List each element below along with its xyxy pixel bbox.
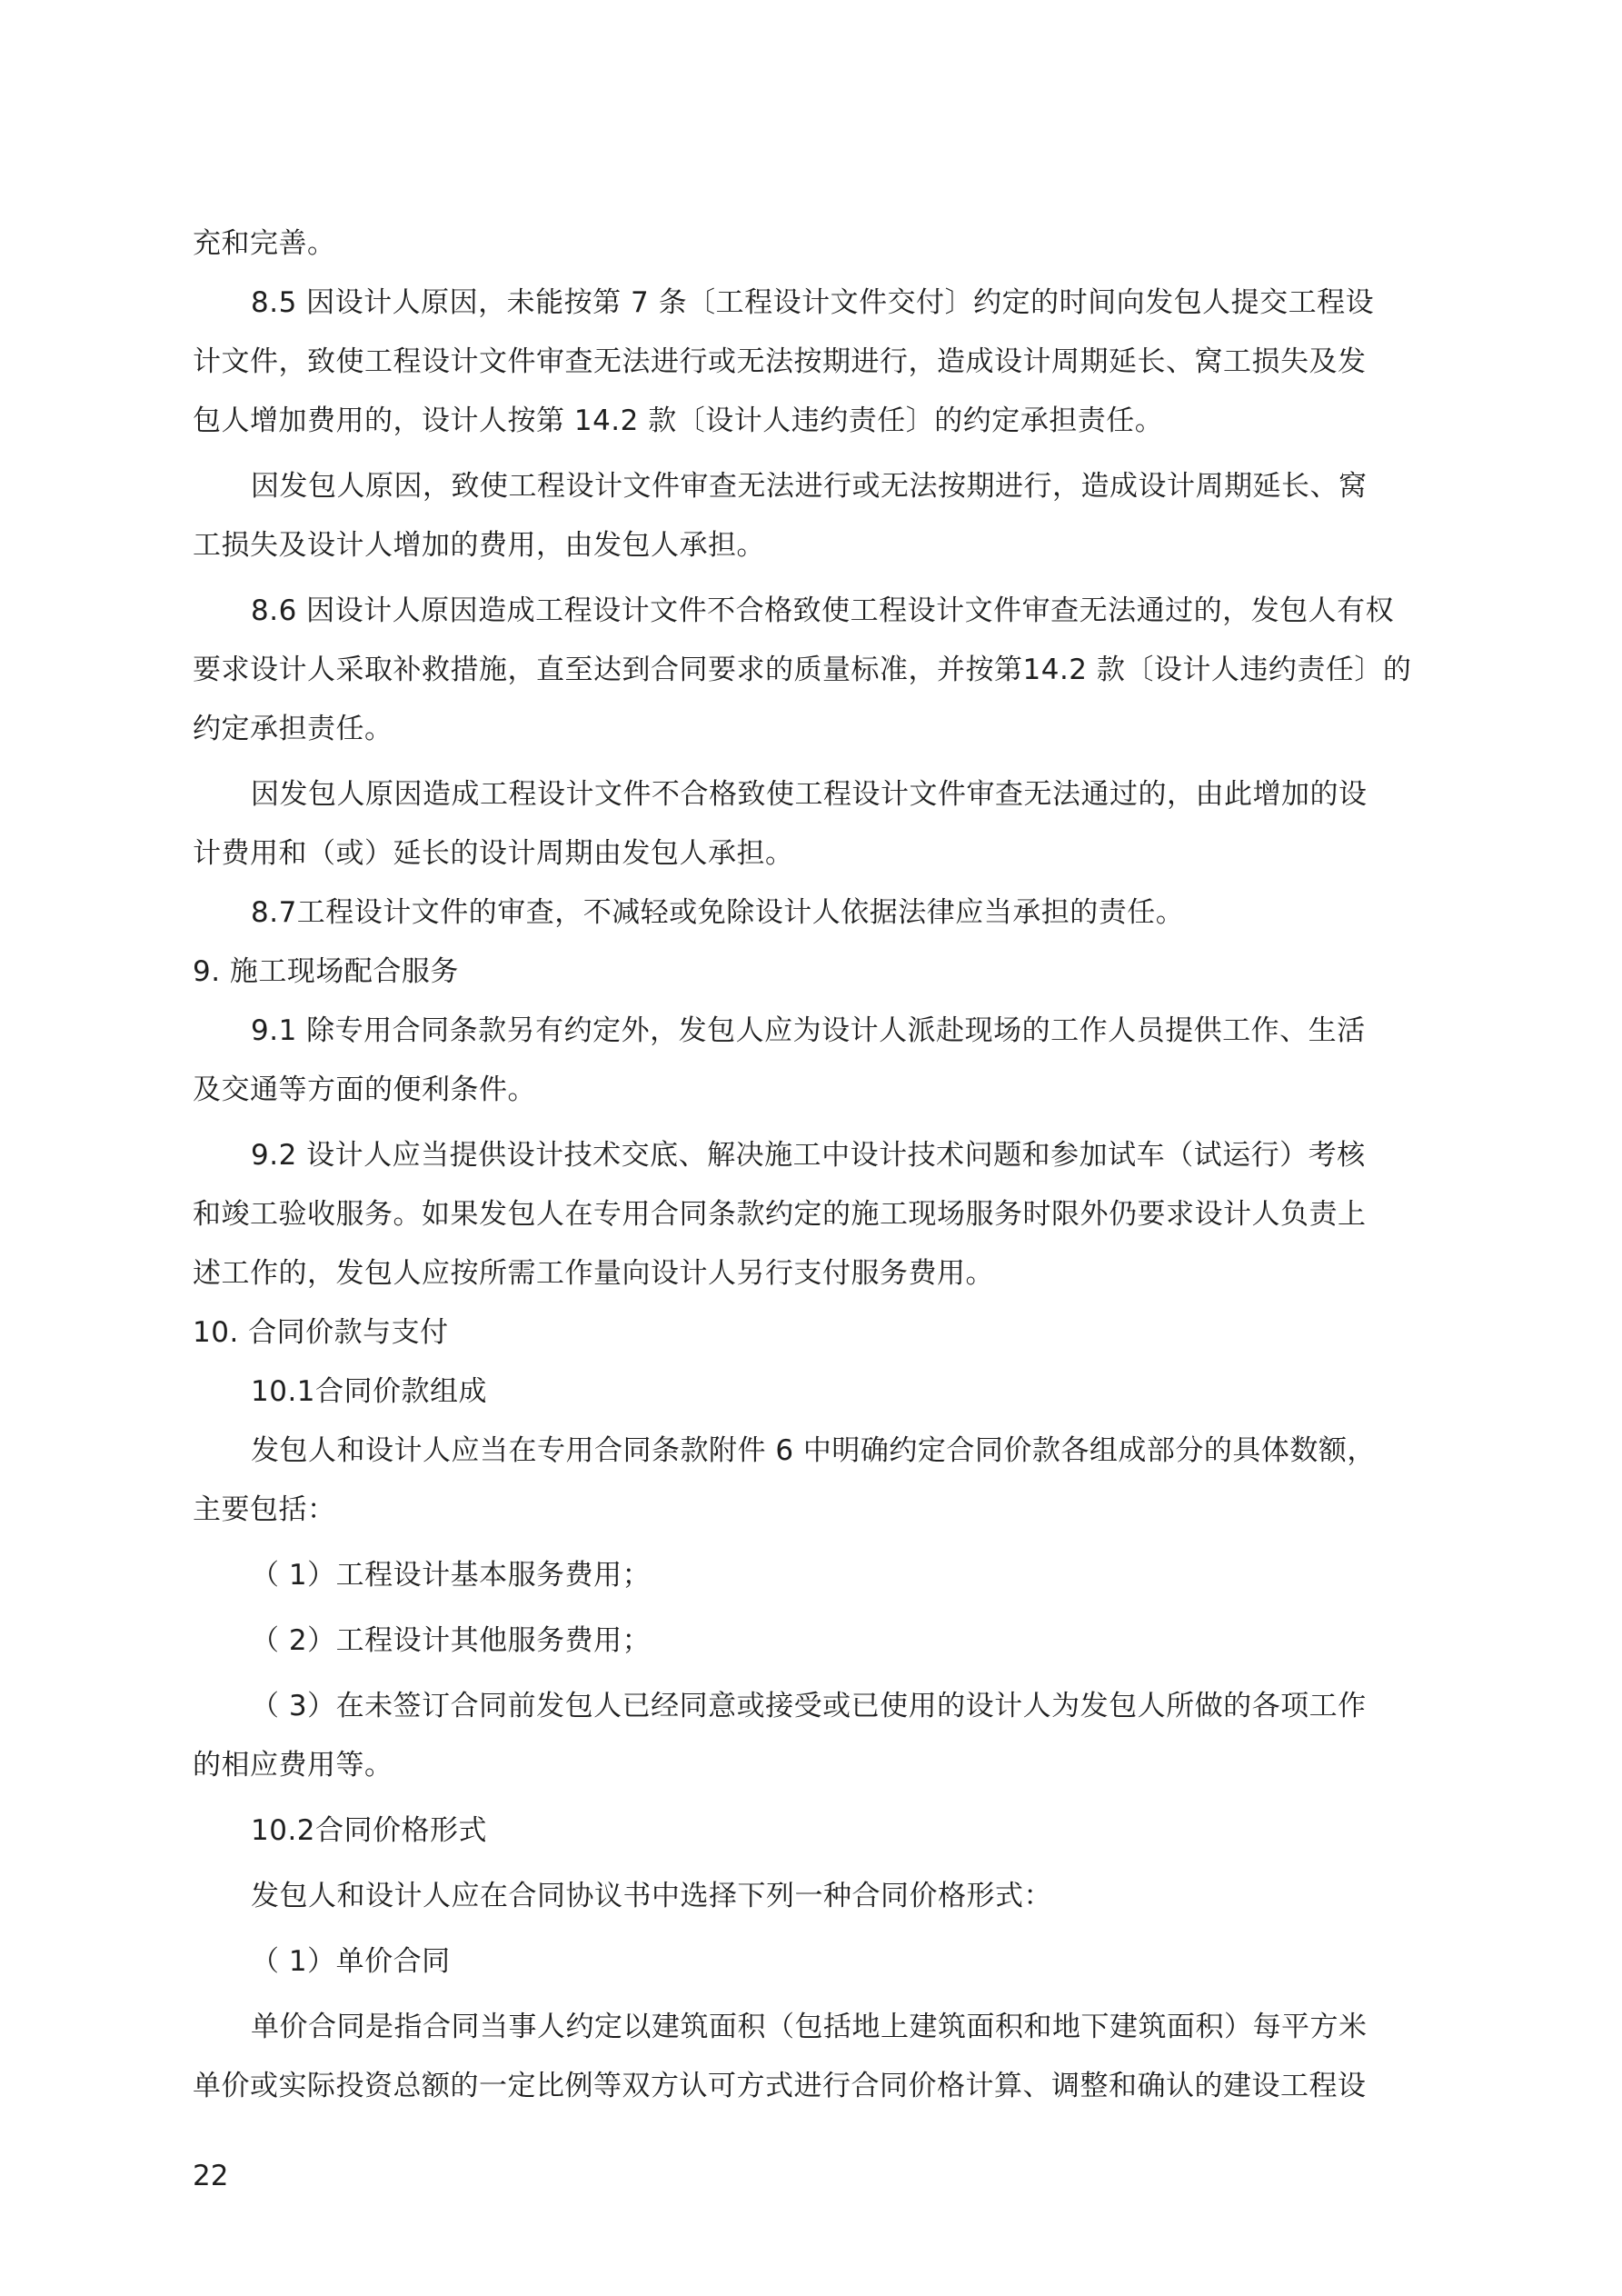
clause-9-2: 9.2 设计人应当提供设计技术交底、解决施工中设计技术问题和参加试车（试运行）考核 xyxy=(251,1139,1366,1172)
list-item: （ 1）工程设计基本服务费用； xyxy=(251,1559,652,1592)
paragraph: 发包人和设计人应当在专用合同条款附件 6 中明确约定合同价款各组成部分的具体数额， xyxy=(251,1434,1376,1467)
document-body xyxy=(193,215,1447,2116)
paragraph: 因发包人原因造成工程设计文件不合格致使工程设计文件审查无法通过的，由此增加的设 xyxy=(251,778,1368,811)
page-number: 22 xyxy=(193,2160,229,2192)
clause-8-6: 8.6 因设计人原因造成工程设计文件不合格致使工程设计文件审查无法通过的，发包人有权 xyxy=(251,594,1395,627)
text-line: 和竣工验收服务。如果发包人在专用合同条款约定的施工现场服务时限外仍要求设计人负责上 xyxy=(193,1198,1367,1231)
section-heading-9: 9. 施工现场配合服务 xyxy=(193,955,459,988)
clause-9-1: 9.1 除专用合同条款另有约定外，发包人应为设计人派赴现场的工作人员提供工作、生活 xyxy=(251,1014,1366,1047)
text-line: 的相应费用等。 xyxy=(193,1749,393,1782)
list-item: （ 1）单价合同 xyxy=(251,1945,451,1978)
paragraph: 单价合同是指合同当事人约定以建筑面积（包括地上建筑面积和地下建筑面积）每平方米 xyxy=(251,2011,1368,2043)
paragraph: 因发包人原因，致使工程设计文件审查无法进行或无法按期进行，造成设计周期延长、窝 xyxy=(251,470,1368,503)
text-line: 及交通等方面的便利条件。 xyxy=(193,1073,536,1106)
section-heading-10: 10. 合同价款与支付 xyxy=(193,1316,449,1349)
text-line: 单价或实际投资总额的一定比例等双方认可方式进行合同价格计算、调整和确认的建设工程设 xyxy=(193,2070,1367,2102)
text-line: 要求设计人采取补救措施，直至达到合同要求的质量标准，并按第14.2 款〔设计人违约责任〕的 xyxy=(193,654,1412,686)
clause-10-2-heading: 10.2合同价格形式 xyxy=(251,1814,488,1847)
clause-10-1-heading: 10.1合同价款组成 xyxy=(251,1375,488,1408)
text-line: 述工作的，发包人应按所需工作量向设计人另行支付服务费用。 xyxy=(193,1257,994,1290)
paragraph: 发包人和设计人应在合同协议书中选择下列一种合同价格形式： xyxy=(251,1880,1052,1912)
text-line: 充和完善。 xyxy=(193,227,336,260)
list-item: （ 2）工程设计其他服务费用； xyxy=(251,1624,652,1657)
list-item: （ 3）在未签订合同前发包人已经同意或接受或已使用的设计人为发包人所做的各项工作 xyxy=(251,1690,1367,1722)
text-line: 计文件，致使工程设计文件审查无法进行或无法按期进行，造成设计周期延长、窝工损失及发 xyxy=(193,345,1367,378)
text-line: 包人增加费用的，设计人按第 14.2 款〔设计人违约责任〕的约定承担责任。 xyxy=(193,404,1164,437)
text-line: 约定承担责任。 xyxy=(193,713,393,745)
clause-8-7: 8.7工程设计文件的审查，不减轻或免除设计人依据法律应当承担的责任。 xyxy=(251,896,1185,929)
clause-8-5: 8.5 因设计人原因，未能按第 7 条〔工程设计文件交付〕约定的时间向发包人提交工程设 xyxy=(251,286,1375,319)
text-line: 计费用和（或）延长的设计周期由发包人承担。 xyxy=(193,837,794,870)
text-line: 主要包括： xyxy=(193,1493,336,1526)
text-line: 工损失及设计人增加的费用，由发包人承担。 xyxy=(193,529,765,562)
